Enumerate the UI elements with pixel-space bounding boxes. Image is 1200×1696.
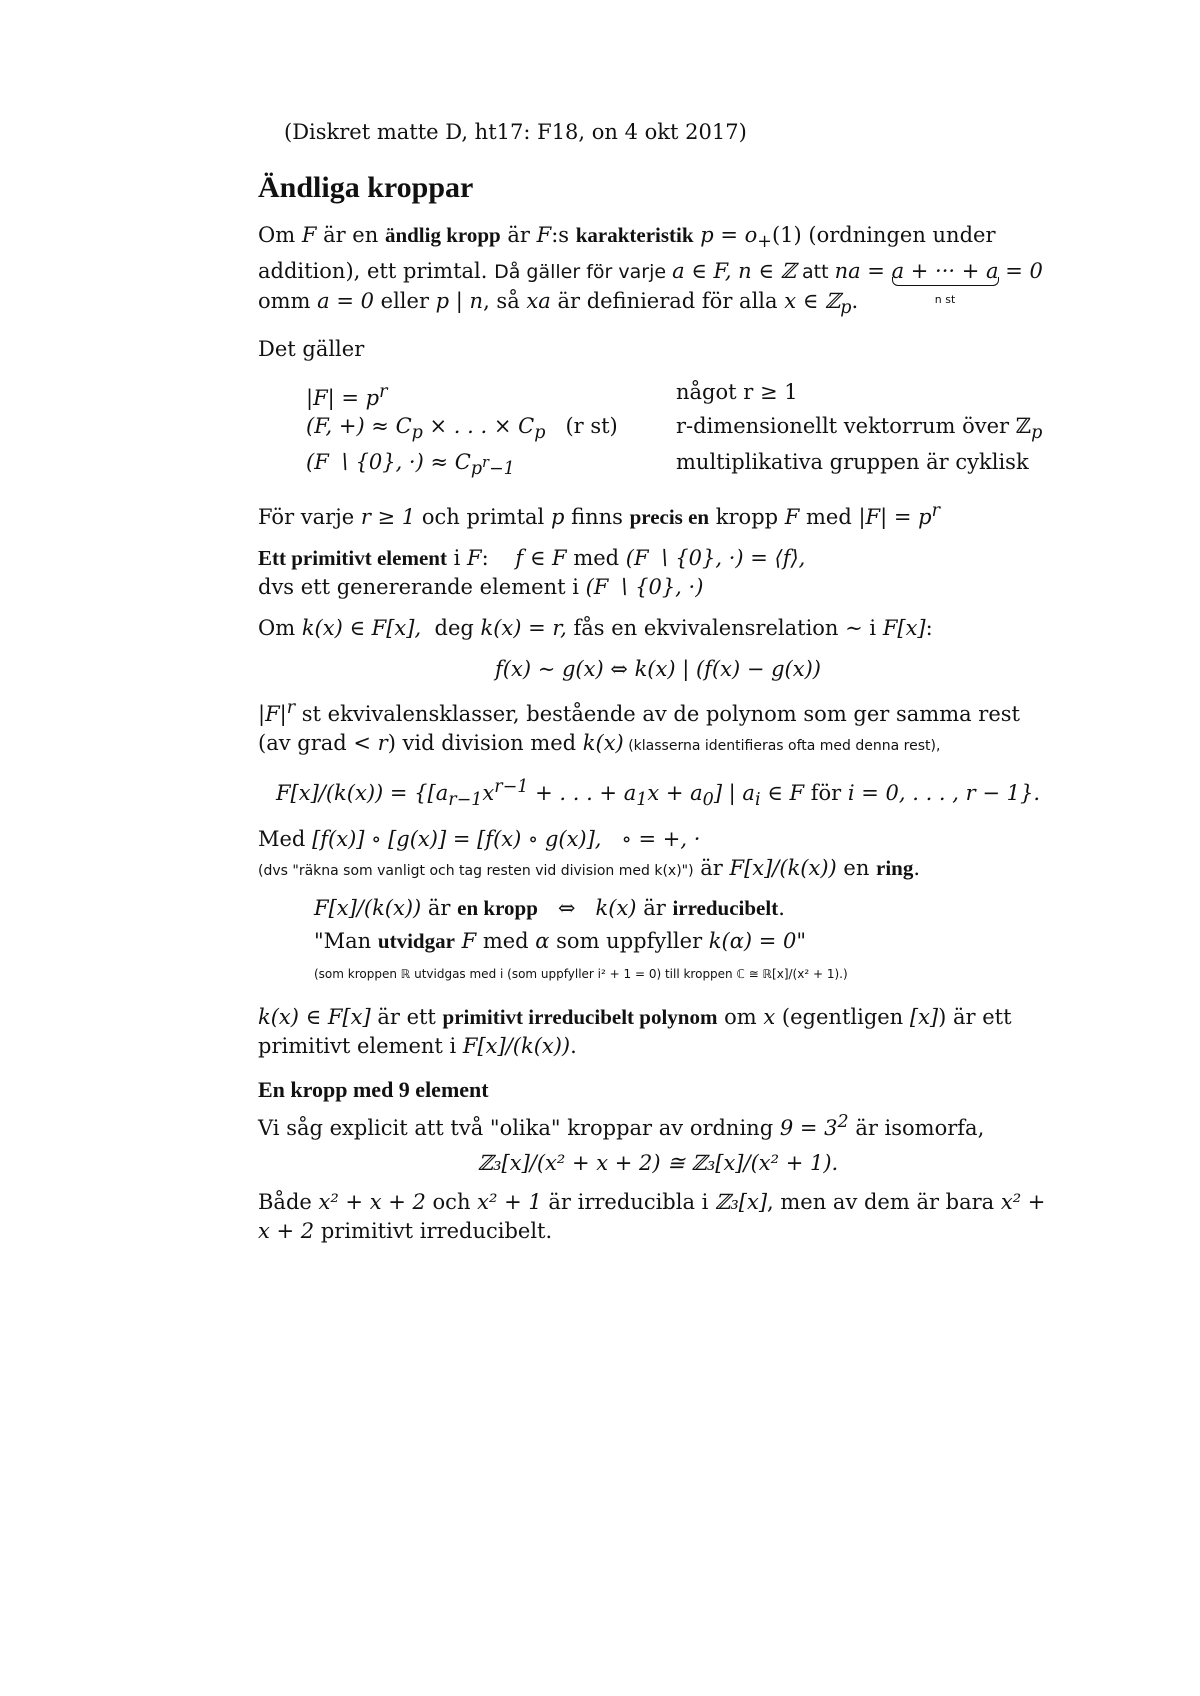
text: Då gäller för varje [494,261,673,284]
text: "Man [314,928,378,953]
bold-term: primitivt irreducibelt polynom [442,1004,718,1029]
math-inline: × . . . × C [422,414,535,439]
bold-term: ändlig kropp [384,223,501,247]
underbrace-label: n st [934,293,956,307]
subscript: p [470,458,483,479]
math-inline: x ∈ ℤ [784,289,841,314]
text: . [851,289,859,314]
text: är en [316,223,385,247]
math-inline: F[x]/(k(x)) = {[a [275,780,449,805]
math-inline: na = [834,259,892,284]
math-inline: (F ∖ {0}, ·) = ⟨f⟩, [625,545,806,570]
text: Med [258,826,313,851]
subscript: p [534,423,546,444]
text: omm [258,289,318,314]
math-inline: (F ∖ {0}, ·) ≈ C [306,449,471,474]
text: Om [258,615,302,640]
superscript: r [379,382,388,403]
math-inline: < r [353,730,388,755]
display-equation-isomorphism: ℤ₃[x]/(x² + x + 2) ≅ ℤ₃[x]/(x² + 1). [477,1150,839,1175]
math-inline: k(x) ∈ F[x] [258,1004,371,1029]
paragraph-primitive-element [258,544,1058,602]
table-row [306,378,1042,412]
page-content [258,118,1058,1258]
subscript: 0 [702,789,714,810]
text: deg [434,615,481,640]
text: primitivt irreducibelt. [314,1218,553,1243]
math-inline: |F| = p [858,504,932,529]
subscript: + [757,232,772,253]
text: ) är ett primitivt element i [258,1004,1012,1058]
text: (egentligen [775,1004,910,1029]
text: : [481,545,489,570]
text: om [717,1004,764,1029]
superscript: 2 [837,1111,849,1132]
text: är [693,855,730,880]
bold-term: utvidgar [377,928,455,953]
det-galler-label: Det gäller [258,337,365,362]
text: dvs ett genererande element i [258,574,586,599]
math-inline: ∘ = +, · [621,826,701,851]
text: är isomorfa, [848,1115,985,1140]
table-cell [306,412,676,447]
paragraph-equivalence [258,614,1058,643]
math-inline: F [784,504,800,529]
bold-term: ring [876,855,914,880]
table-cell [676,412,1042,447]
text: Om [258,223,302,247]
subscript: 1 [636,789,648,810]
text: ) vid division med [387,730,583,755]
paragraph-classes [258,694,1058,761]
properties-table [306,378,1042,482]
text: Både [258,1189,319,1214]
math-inline: [x] [909,1004,939,1029]
math-inline: xa [526,289,551,314]
text: finns [564,504,630,529]
bold-term: precis en [629,504,710,529]
table-cell [306,448,676,483]
math-inline: x [482,780,495,805]
text: som uppfyller [549,928,709,953]
math-inline: k(x) ∈ F[x], [301,615,422,640]
text: (1) (ordningen under addition), ett primtal. [258,223,996,284]
text: kropp [709,504,785,529]
math-inline: x² + 1 [477,1189,542,1214]
math-inline: F[x]/(k(x)) [314,895,422,920]
bold-term: Ett [258,545,292,570]
math-inline: ⇔ [557,895,576,920]
text: en [836,855,877,880]
math-inline: F [536,223,552,247]
math-inline: F [454,928,477,953]
math-inline: k(α) = 0 [708,928,797,953]
math-inline: ∼ [845,615,863,640]
superscript: r [931,500,940,521]
math-inline: k(x) = r, [480,615,567,640]
math-inline: ℤ₃[x] [715,1189,768,1214]
subscript: p [1031,423,1043,444]
subscript: p [840,298,852,319]
text: är ett [370,1004,443,1029]
math-inline: |F| [258,701,287,726]
text: och [425,1189,478,1214]
text: med [799,504,859,529]
math-inline: a = 0 [317,289,374,314]
superscript: r [482,453,489,471]
subsection-title: En kropp med 9 element [258,1076,489,1102]
text: r-dimensionellt vektorrum över ℤ [676,414,1032,439]
bold-term: irreducibelt [672,895,779,920]
math-inline: F[x]/(k(x)) [729,855,837,880]
text: att [795,261,835,284]
text: eller [373,289,436,314]
math-inline: = 0 [998,259,1043,284]
text: : [925,615,933,640]
bold-term: en kropp [457,895,538,920]
subscript [470,453,515,479]
text: med [476,928,536,953]
superscript: r−1 [494,776,529,797]
text: med [566,545,626,570]
underbrace [891,257,999,307]
section-title: Ändliga kroppar [258,171,474,204]
math-inline: F[x] [882,615,926,640]
math-inline: (r st) [565,414,618,439]
math-inline: α [535,928,550,953]
math-inline: [f(x)] ∘ [g(x)] = [f(x) ∘ g(x)], [312,826,602,851]
math-inline: (F, +) ≈ C [306,414,412,439]
text: . [913,855,921,880]
table-cell [306,378,676,412]
text: För varje [258,504,361,529]
math-inline: x² + x + 2 [318,1189,426,1214]
text: är definierad för alla [550,289,785,314]
math-inline: x [763,1004,776,1029]
text: är irreducibla i [541,1189,716,1214]
math-inline: f ∈ F [515,545,567,570]
text: fås en ekvivalensrelation [566,615,846,640]
text: Vi såg explicit att två "olika" kroppar av ordning [258,1115,780,1140]
math-inline: a ∈ F, n ∈ ℤ [672,259,796,284]
math-inline: k(x) [582,730,624,755]
extension-example-note: (som kroppen ℝ utvidgas med i (som uppfyller i² + 1 = 0) till kroppen ℂ ≅ ℝ[x]/(x² + 1).) [314,966,848,981]
math-inline: F [467,545,482,570]
text: " [796,928,807,953]
math-inline: p [550,504,565,529]
math-inline: ∈ F [760,780,805,805]
paragraph-irreducible [258,1188,1058,1246]
math-inline: (F ∖ {0}, ·) [585,574,704,599]
small-note: (dvs "räkna som vanligt och tag resten vid division med k(x)") [258,862,694,879]
table-cell: något r ≥ 1 [676,380,798,405]
math-inline: r ≥ 1 [360,504,416,529]
text: är [636,895,673,920]
math-inline: p = o [693,223,758,247]
bold-term: karakteristik [575,223,694,247]
text: är [421,895,458,920]
math-inline: ] | a [713,780,755,805]
lecture-header: (Diskret matte D, ht17: F18, on 4 okt 2017) [284,120,747,144]
text: för [804,780,848,805]
paragraph-ring [258,825,1058,886]
text: . [570,1033,577,1058]
math-inline: + . . . + a [528,780,637,805]
text: och primtal [415,504,551,529]
display-equation-equivalence: f(x) ∼ g(x) ⇔ k(x) | (f(x) − g(x)) [495,656,821,681]
math-inline: k(x) [595,895,637,920]
field-iff-line [314,894,1058,923]
math-inline: i = 0, . . . , r − 1}. [847,780,1041,805]
math-inline: p | n [435,289,484,314]
table-row [306,412,1042,447]
text: :s [551,223,576,247]
display-equation-quotient [258,773,1058,815]
text: i [862,615,883,640]
math-inline: F[x]/(k(x)) [462,1033,571,1058]
text: , så [483,289,527,314]
subscript: −1 [488,458,515,479]
bold-term: primitivt element [291,545,447,570]
superscript: r [286,697,296,718]
table-cell: multiplikativa gruppen är cyklisk [676,449,1029,474]
math-inline: x² + x + 2 [258,1189,1046,1243]
math-inline: x + a [647,780,703,805]
text: i [446,545,468,570]
text: är [500,223,537,247]
subscript: p [411,423,423,444]
small-note: (klasserna identifieras ofta med denna rest), [623,737,941,754]
paragraph-primitive-polynomial [258,1003,1058,1061]
text: st ekvivalensklasser, bestående av de polynom som ger samma rest (av grad [258,701,1020,755]
subscript: i [754,789,761,810]
table-row [306,448,1042,483]
paragraph-isomorphic [258,1108,1058,1143]
paragraph-uniqueness [258,497,1058,532]
math-inline: a + ··· + a [891,259,999,284]
extension-line [314,927,1058,956]
math-inline: |F| = p [306,386,380,411]
text: , men av dem är bara [767,1189,1001,1214]
math-inline: 9 = 3 [779,1115,838,1140]
paragraph-definition [258,221,1058,323]
math-inline: F [301,223,317,247]
subscript: r−1 [448,789,483,810]
text: . [778,895,785,920]
